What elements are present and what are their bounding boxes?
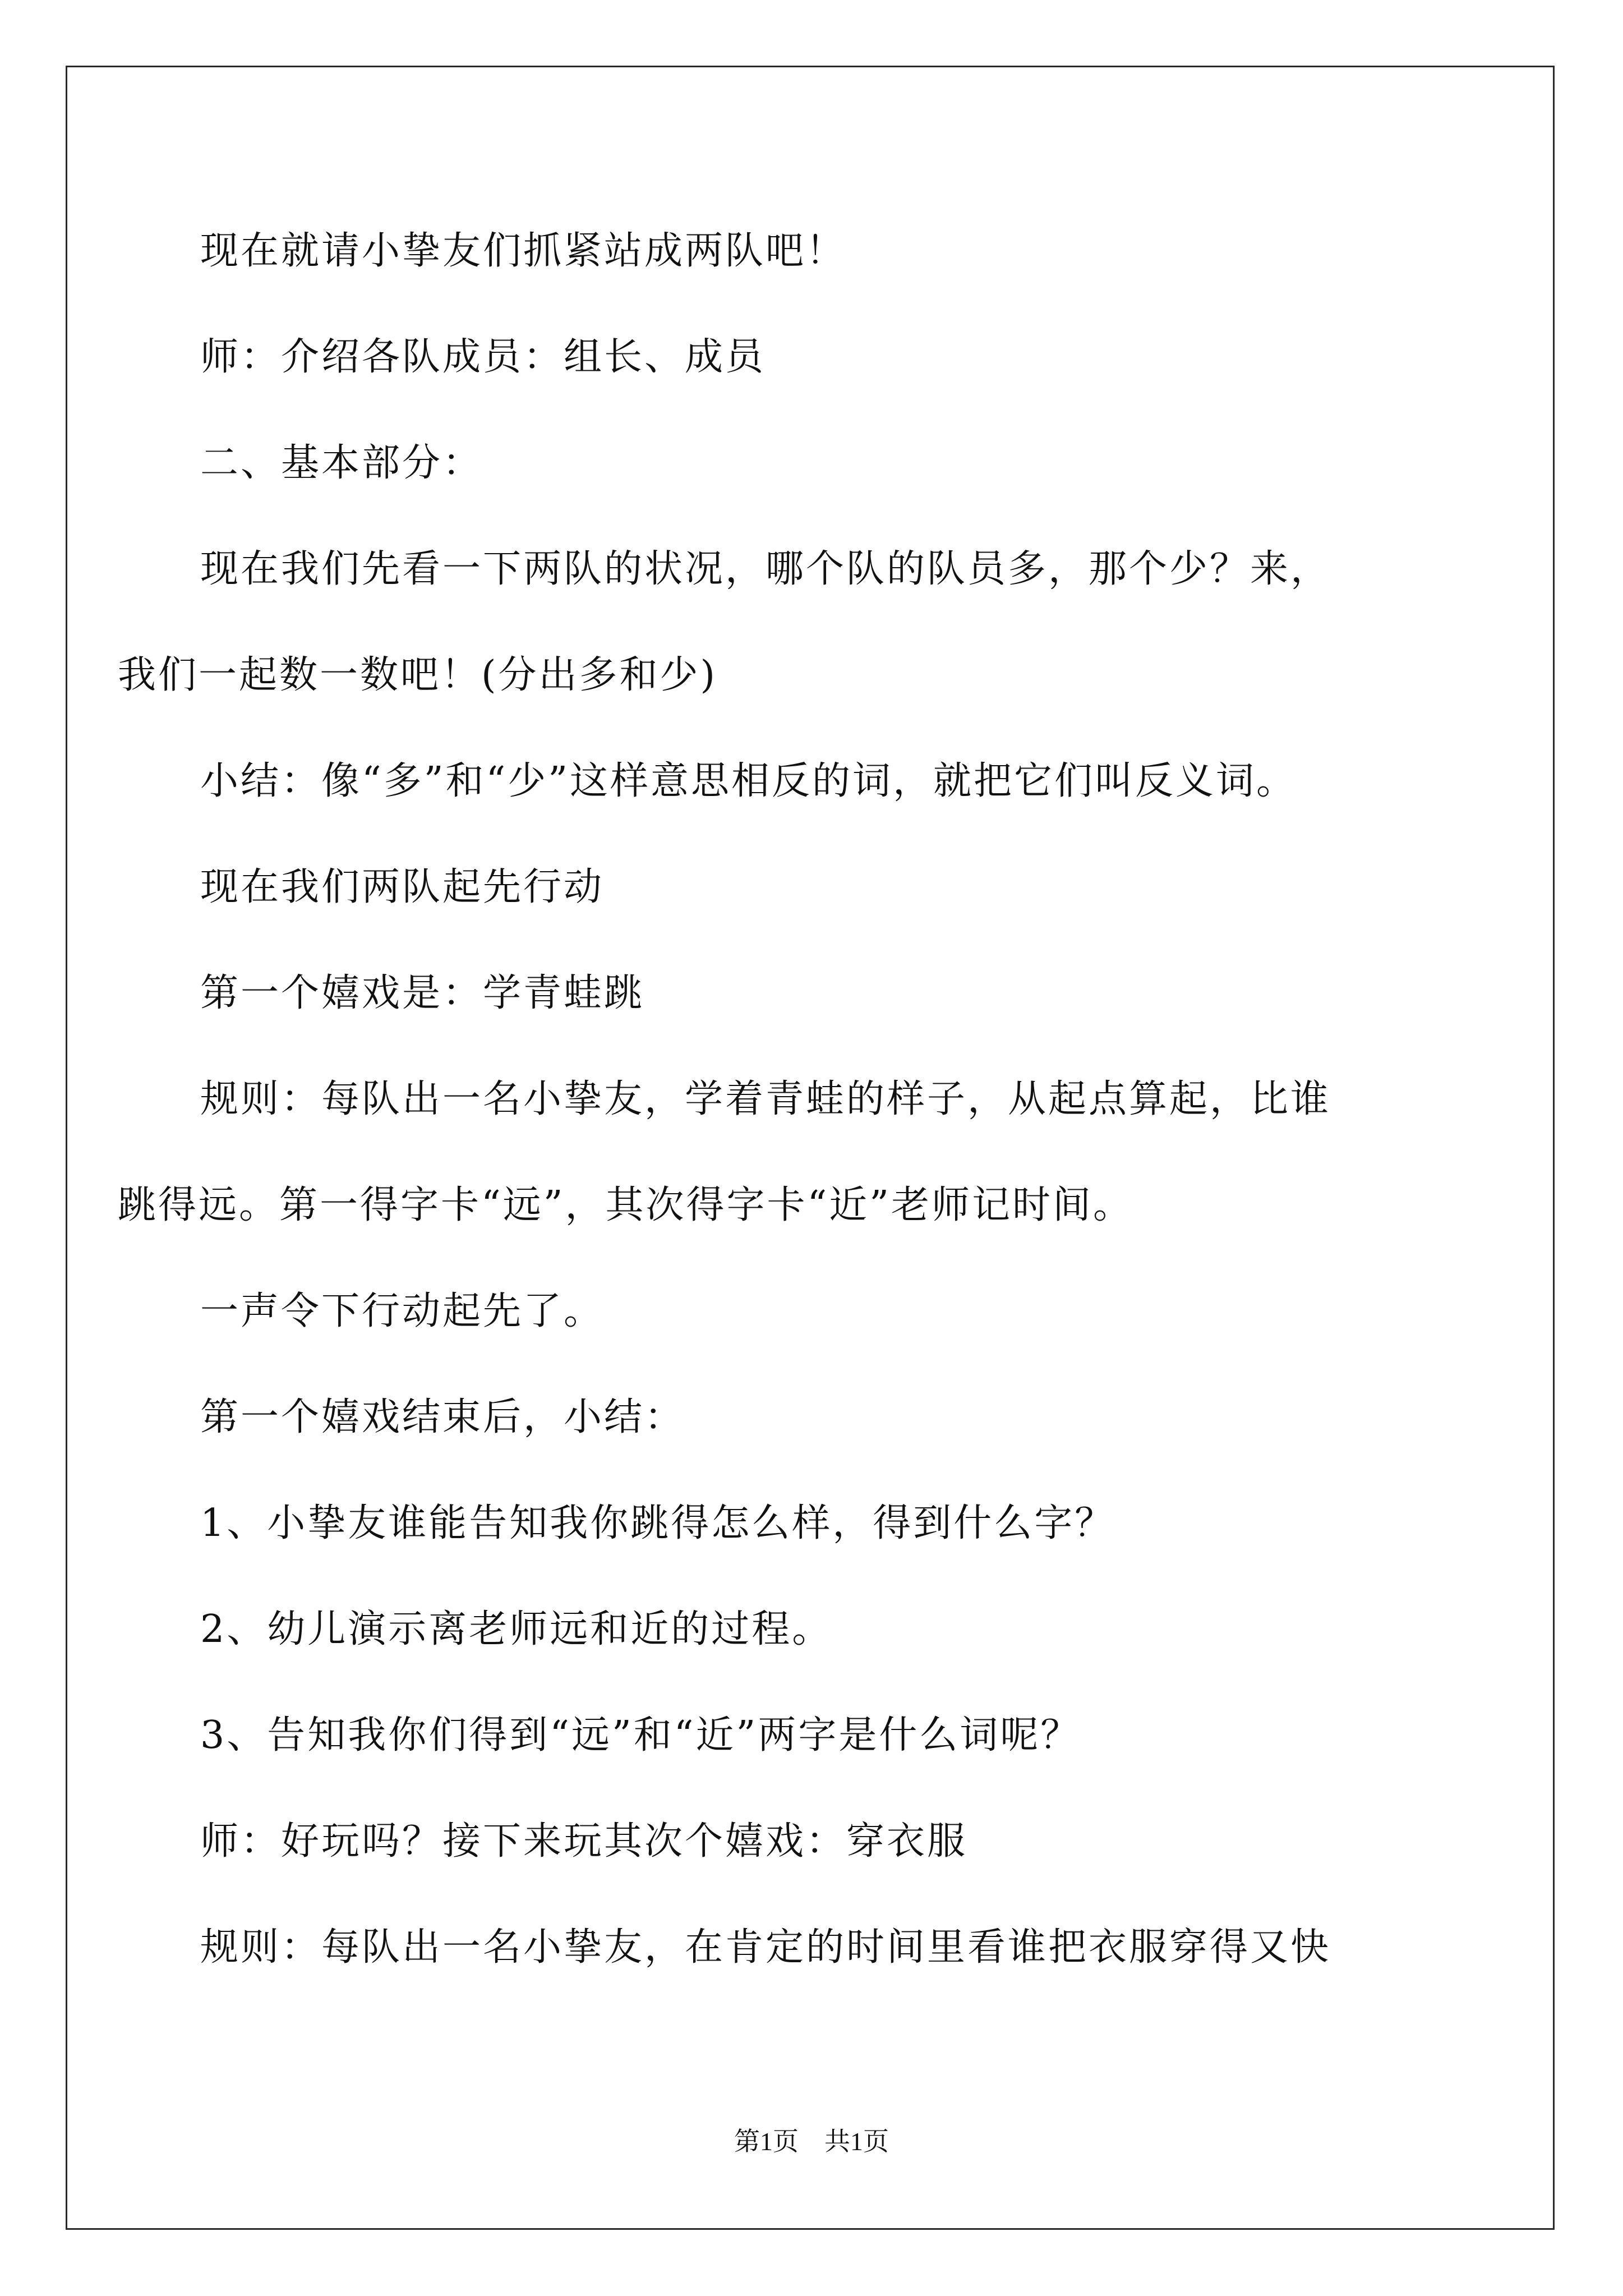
paragraph-line: 师：介绍各队成员：组长、成员 [200, 335, 766, 379]
paragraph-line: 二、基本部分： [200, 441, 483, 485]
paragraph-line: 2、幼儿演示离老师远和近的过程。 [200, 1607, 833, 1651]
paragraph-line: 3、告知我你们得到“远”和“近”两字是什么词呢？ [200, 1713, 1081, 1757]
paragraph-line: 小结：像“多”和“少”这样意思相反的词，就把它们叫反义词。 [200, 759, 1297, 803]
paragraph-line: 1、小挚友谁能告知我你跳得怎么样，得到什么字？ [200, 1501, 1115, 1545]
paragraph-line: 跳得远。第一得字卡“远”，其次得字卡“近”老师记时间。 [118, 1183, 1134, 1227]
paragraph-line: 现在我们两队起先行动 [200, 865, 605, 909]
paragraph-line: 第一个嬉戏是：学青蛙跳 [200, 971, 645, 1015]
page-number-footer: 第1页 共1页 [734, 2127, 889, 2156]
paragraph-line: 我们一起数一数吧！(分出多和少) [118, 653, 718, 697]
paragraph-line: 师：好玩吗？接下来玩其次个嬉戏：穿衣服 [200, 1819, 968, 1864]
paragraph-line: 规则：每队出一名小挚友，学着青蛙的样子，从起点算起，比谁 [200, 1077, 1331, 1121]
paragraph-line: 规则：每队出一名小挚友，在肯定的时间里看谁把衣服穿得又快 [200, 1925, 1331, 1970]
paragraph-line: 现在就请小挚友们抓紧站成两队吧！ [200, 229, 847, 273]
paragraph-line: 第一个嬉戏结束后，小结： [200, 1395, 685, 1439]
paragraph-line: 一声令下行动起先了。 [200, 1289, 605, 1333]
paragraph-line: 现在我们先看一下两队的状况，哪个队的队员多，那个少？来， [200, 547, 1331, 591]
page-border [66, 66, 1555, 2230]
